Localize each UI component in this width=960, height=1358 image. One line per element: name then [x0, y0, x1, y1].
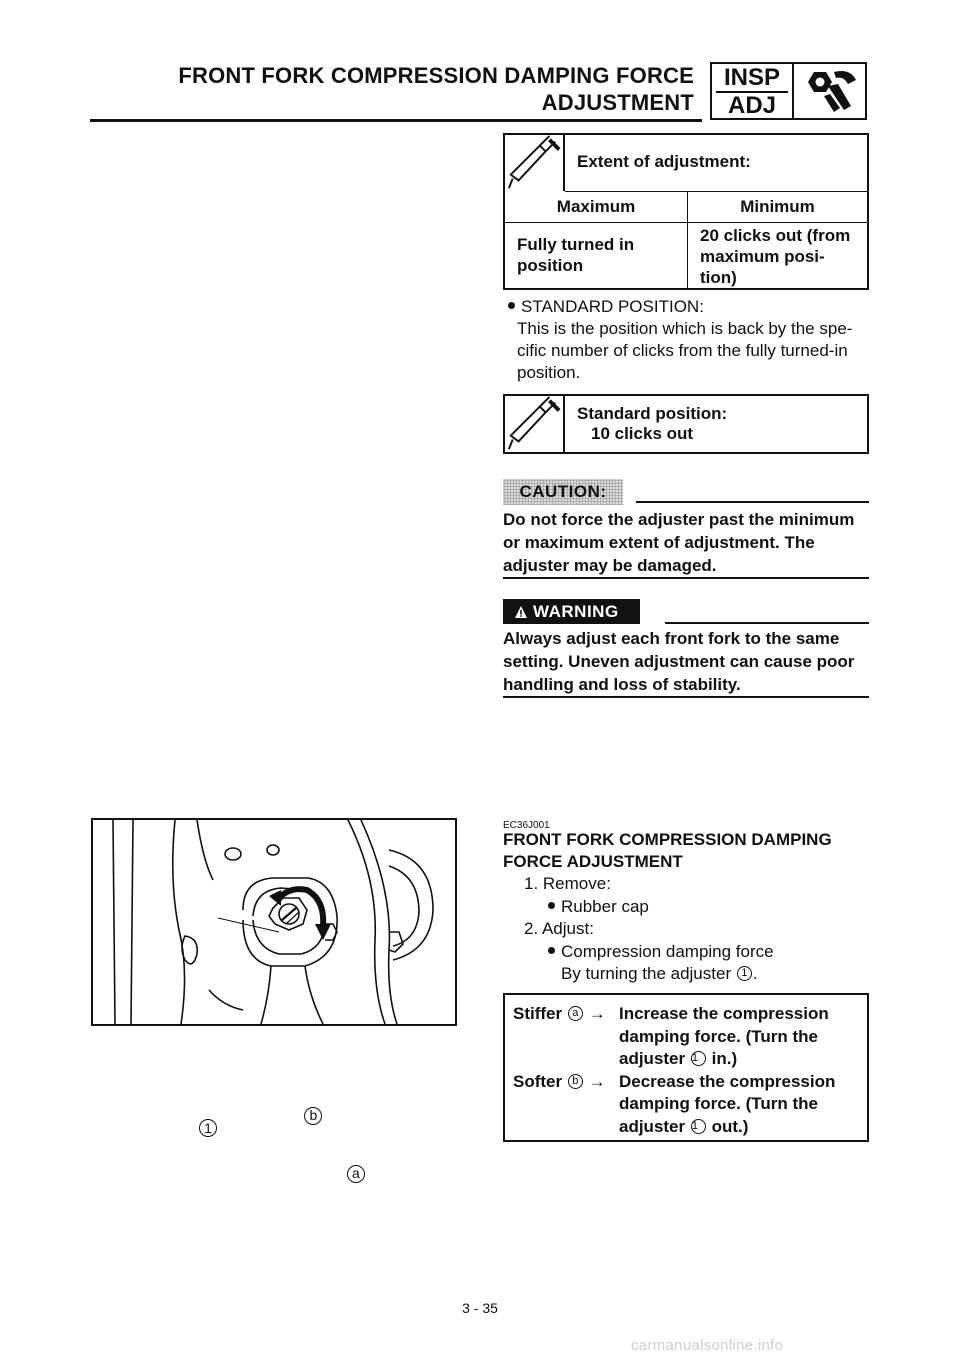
- warning-triangle-icon: [515, 606, 527, 618]
- extent-min-value: 20 clicks out (from maximum posi- tion): [700, 226, 851, 287]
- step-adjust-item: Compression damping force: [524, 941, 864, 964]
- warning-label: WARNING: [503, 599, 640, 624]
- callout-1: 1: [199, 1119, 217, 1137]
- extent-heading: Extent of adjustment:: [565, 135, 867, 192]
- warning-top-rule: [665, 622, 869, 624]
- step-adjust-detail: By turning the adjuster 1 .: [561, 964, 758, 983]
- fork-adjuster-drawing: [93, 820, 455, 1024]
- warning-bottom-rule: [503, 696, 869, 698]
- step-remove-item: Rubber cap: [524, 896, 864, 919]
- callout-a: a: [347, 1165, 365, 1183]
- caution-text: Do not force the adjuster past the minimum or maximum extent of adjustment. The adjuster may be damaged.: [503, 510, 855, 575]
- adjust-steps: [524, 873, 864, 986]
- section-title: FRONT FORK COMPRESSION DAMPING FORCE ADJUSTMENT: [503, 830, 832, 871]
- caution-label: CAUTION:: [503, 479, 623, 505]
- stiffer-softer-box: [503, 993, 869, 1142]
- header-rule: [90, 119, 702, 122]
- badge-text: [712, 64, 794, 118]
- extent-col-maximum: Maximum: [505, 192, 687, 223]
- badge-insp: INSP: [716, 65, 788, 93]
- page-number: 3 - 35: [462, 1300, 498, 1316]
- header-title-line1: FRONT FORK COMPRESSION DAMPING FORCE: [178, 63, 694, 88]
- header-title-line2: ADJUSTMENT: [541, 90, 694, 115]
- extent-col-minimum: Minimum: [688, 192, 867, 223]
- section-badge: [710, 62, 867, 120]
- stiffer-row: Stiffer a → Increase the compression damping force. (Turn the adjuster 1 in.): [513, 1004, 829, 1068]
- adjuster-illustration: [91, 818, 457, 1181]
- caution-top-rule: [636, 501, 869, 503]
- section-code: EC36J001: [503, 820, 550, 831]
- step-remove: 1. Remove:: [524, 874, 611, 893]
- softer-row: Softer b → Decrease the compression damping force. (Turn the adjuster 1 out.): [513, 1071, 836, 1136]
- extent-of-adjustment-box: [503, 133, 869, 290]
- extent-column-divider: [687, 192, 688, 288]
- bullet-dot: [508, 302, 515, 309]
- footer-watermark: carmanualsonline.info: [631, 1337, 784, 1354]
- standard-position-note: STANDARD POSITION: This is the position which is back by the spe- cific number of clicks from the fully turned-in position.: [508, 296, 868, 384]
- caliper-tool-icon: [505, 396, 565, 452]
- standard-position-label: Standard position:: [577, 404, 728, 423]
- badge-adj: ADJ: [727, 92, 776, 119]
- step-adjust: 2. Adjust:: [524, 919, 594, 938]
- standard-position-value: 10 clicks out: [591, 424, 694, 443]
- warning-text: Always adjust each front fork to the same setting. Uneven adjustment can cause poor handling and loss of stability.: [503, 629, 855, 694]
- caution-bottom-rule: [503, 577, 869, 579]
- page-header-title: [134, 62, 694, 116]
- extent-max-value: Fully turned in position: [517, 235, 635, 275]
- wrench-hex-icon: [794, 64, 865, 118]
- callout-b: b: [304, 1107, 322, 1125]
- caliper-tool-icon: [505, 135, 565, 191]
- standard-position-box: [503, 394, 869, 454]
